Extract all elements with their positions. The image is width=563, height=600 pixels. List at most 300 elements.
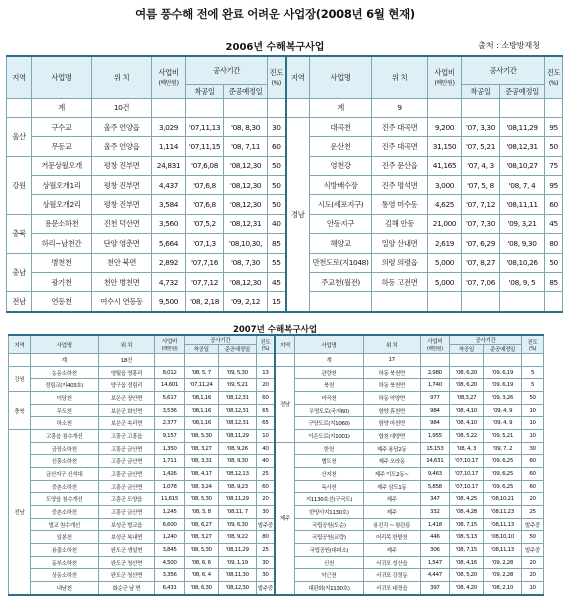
empty-cell bbox=[450, 354, 484, 367]
project-name: 운산천 bbox=[310, 137, 372, 156]
location: 어리목 한밭천 bbox=[363, 531, 420, 544]
end-date: '09, 2,28 bbox=[483, 569, 521, 582]
cost: 6,600 bbox=[155, 518, 184, 531]
cost: 2,892 bbox=[152, 253, 186, 272]
location: 고흥군 금산면 bbox=[98, 442, 155, 455]
project-name: 이은도로(지1001) bbox=[295, 430, 364, 443]
table-row bbox=[7, 234, 563, 253]
location: 고흥군 금산면 bbox=[98, 468, 155, 481]
project-name: 구수교 bbox=[32, 117, 92, 136]
project-name: 무동교 bbox=[32, 137, 92, 156]
progress: 발주중 bbox=[522, 544, 544, 557]
location: 서귀포 강정동 bbox=[363, 569, 420, 582]
header-region: 지역 bbox=[286, 56, 310, 98]
project-name: 독사천 bbox=[295, 480, 364, 493]
cost: 1,547 bbox=[420, 556, 449, 569]
progress: 30 bbox=[268, 117, 286, 136]
empty-cell bbox=[155, 354, 184, 367]
progress: 50 bbox=[545, 253, 563, 272]
location: 의령 의령읍 bbox=[372, 253, 428, 272]
project-name: 마곡천 bbox=[295, 392, 364, 405]
location: 제주 용담2동 bbox=[363, 442, 420, 455]
header-start: 착공일 bbox=[184, 345, 218, 354]
progress: 50 bbox=[268, 176, 286, 195]
source-note: 출처 : 소방방재청 bbox=[478, 41, 540, 50]
start-date: '08, 5, 7 bbox=[184, 366, 218, 379]
progress: 60 bbox=[268, 137, 286, 156]
project-name: 국립공원(대피소) bbox=[295, 544, 364, 557]
progress: 25 bbox=[256, 544, 275, 557]
header-location: 위 치 bbox=[363, 335, 420, 354]
empty-cell bbox=[256, 354, 275, 367]
location: 진천 덕산면 bbox=[92, 214, 152, 233]
project-name: 산지천 bbox=[295, 468, 364, 481]
empty-cell bbox=[152, 98, 186, 117]
end-date: '08,10,10 bbox=[483, 531, 521, 544]
start-date: '08, 6,27 bbox=[184, 518, 218, 531]
start-date: '08, 6, 6 bbox=[184, 556, 218, 569]
start-date: '08, 6,30 bbox=[184, 582, 218, 595]
end-date: '09, 6,19 bbox=[483, 366, 521, 379]
table-row bbox=[9, 366, 544, 379]
region-cell: 전남 bbox=[9, 430, 31, 595]
table-row bbox=[7, 137, 563, 156]
cost bbox=[428, 292, 462, 312]
cost: 1,955 bbox=[420, 430, 449, 443]
header-cost: 사업비 (백만원) bbox=[152, 56, 186, 98]
end-date: '08, 2,10 bbox=[483, 582, 521, 595]
end-date: '09, 1,19 bbox=[218, 556, 256, 569]
start-date: '08, 5,20 bbox=[450, 569, 484, 582]
start-date: '08, 2,18 bbox=[186, 292, 224, 312]
region-cell bbox=[275, 354, 295, 367]
table-row bbox=[7, 292, 563, 312]
table-row bbox=[7, 214, 563, 233]
end-date: '08,12,31 bbox=[218, 417, 256, 430]
end-date: '08,11,30 bbox=[218, 569, 256, 582]
header-name: 사업명 bbox=[32, 56, 92, 98]
start-date: '08, 4,20 bbox=[450, 582, 484, 595]
project-name: 식방배수장 bbox=[310, 176, 372, 195]
start-date: '08, 6,20 bbox=[450, 379, 484, 392]
progress: 25 bbox=[256, 468, 275, 481]
project-name: 이담천 bbox=[30, 392, 98, 405]
end-date: '08, 9,30 bbox=[218, 455, 256, 468]
start-date: '08, 6, 4 bbox=[184, 569, 218, 582]
table-row bbox=[7, 117, 563, 136]
progress: 40 bbox=[268, 214, 286, 233]
location: 제주 삼도1동 bbox=[363, 480, 420, 493]
start-date: '07, 8,27 bbox=[462, 253, 500, 272]
end-date: '09, 3,26 bbox=[483, 392, 521, 405]
project-name: 일봉천 bbox=[30, 531, 98, 544]
start-date: '07,1,3 bbox=[186, 234, 224, 253]
progress: 60 bbox=[545, 195, 563, 214]
end-date: '08,10,30, bbox=[224, 234, 268, 253]
progress: 10 bbox=[522, 417, 544, 430]
end-date: '08, 9,22 bbox=[218, 531, 256, 544]
location: 여수시 연등동 bbox=[92, 292, 152, 312]
start-date: '08,1,16 bbox=[184, 392, 218, 405]
cost: 1,245 bbox=[155, 506, 184, 519]
end-date: '08,11,13 bbox=[483, 544, 521, 557]
header-location: 위 치 bbox=[92, 56, 152, 98]
location: 평창 진부면 bbox=[92, 156, 152, 175]
project-name: 지1130호선(구국도) bbox=[295, 493, 364, 506]
project-name: 중촌소하천 bbox=[30, 480, 98, 493]
progress: 10 bbox=[522, 582, 544, 595]
end-date: '09, 4, 9 bbox=[483, 404, 521, 417]
start-date: '07, 7,12 bbox=[462, 195, 500, 214]
end-date: '09, 7, 2 bbox=[483, 442, 521, 455]
cost: 4,732 bbox=[152, 272, 186, 291]
location: 용진각 ~ 왕관릉 bbox=[363, 518, 420, 531]
empty-cell bbox=[545, 98, 563, 117]
header-end: 준공예정일 bbox=[483, 345, 521, 354]
end-date: '09, 6,19 bbox=[483, 379, 521, 392]
cost: 14,631 bbox=[420, 455, 449, 468]
header-progress: 진도 (%) bbox=[545, 56, 563, 98]
start-date: '08, 5,30 bbox=[184, 544, 218, 557]
end-date: '08,11,29 bbox=[218, 493, 256, 506]
project-name: 우명도로(국지60) bbox=[295, 404, 364, 417]
header-progress: 진도 (%) bbox=[256, 335, 275, 354]
location: 함양 휴천면 bbox=[363, 404, 420, 417]
project-name: 주교천(월전) bbox=[310, 272, 372, 291]
cost: 446 bbox=[420, 531, 449, 544]
summary-label: 계 bbox=[32, 98, 92, 117]
start-date: '07, 7,06 bbox=[462, 272, 500, 291]
location: 고흥군 도양읍 bbox=[98, 493, 155, 506]
cost: 4,447 bbox=[420, 569, 449, 582]
end-date: '08, 9,30 bbox=[500, 234, 545, 253]
table-2007 bbox=[8, 334, 544, 596]
region-cell bbox=[286, 98, 310, 117]
cost: 5,000 bbox=[428, 272, 462, 291]
end-date bbox=[500, 292, 545, 312]
summary-count: 10건 bbox=[92, 98, 152, 117]
progress: 50 bbox=[522, 531, 544, 544]
location: 완도군 청산면 bbox=[98, 569, 155, 582]
summary-row bbox=[7, 98, 563, 117]
progress: 20 bbox=[256, 493, 275, 506]
cost: 24,831 bbox=[152, 156, 186, 175]
project-name: 신천 bbox=[295, 556, 364, 569]
header-start: 착공일 bbox=[462, 84, 500, 98]
end-date: '08,12,30 bbox=[218, 582, 256, 595]
cost: 5,858 bbox=[420, 480, 449, 493]
project-name: 하리~남천간 bbox=[32, 234, 92, 253]
start-date: '08, 7,15 bbox=[450, 544, 484, 557]
project-name: 연등천 bbox=[32, 292, 92, 312]
location: 밀양 산내면 bbox=[372, 234, 428, 253]
cost: 397 bbox=[420, 582, 449, 595]
location: 서귀포 대정읍 bbox=[363, 582, 420, 595]
cost: 1,078 bbox=[155, 480, 184, 493]
start-date: '08, 4,17 bbox=[184, 468, 218, 481]
location: 평창 진부면 bbox=[92, 176, 152, 195]
location: 하동 북천면 bbox=[363, 379, 420, 392]
cost: 2,619 bbox=[428, 234, 462, 253]
location: 완도군 생일면 bbox=[98, 544, 155, 557]
project-name: 상월오개2리 bbox=[32, 195, 92, 214]
region-cell bbox=[9, 354, 31, 367]
header-end: 준공예정일 bbox=[500, 84, 545, 98]
project-name: 악근천 bbox=[295, 569, 364, 582]
location: 함양 마천면 bbox=[363, 417, 420, 430]
table-row bbox=[7, 156, 563, 175]
project-name: 용문소하천 bbox=[32, 214, 92, 233]
progress: 75 bbox=[545, 156, 563, 175]
table2-container bbox=[8, 334, 544, 596]
progress: 40 bbox=[256, 442, 275, 455]
end-date: '08, 7,30 bbox=[224, 253, 268, 272]
region-cell: 강원 bbox=[7, 156, 32, 214]
progress: 5 bbox=[522, 366, 544, 379]
progress bbox=[545, 292, 563, 312]
table-row bbox=[7, 272, 563, 291]
location: 고흥군 금산면 bbox=[98, 455, 155, 468]
progress: 85 bbox=[545, 272, 563, 291]
progress: 60 bbox=[522, 455, 544, 468]
table-row bbox=[7, 253, 563, 272]
location: 김해 안동 bbox=[372, 214, 428, 233]
header-progress: 진도 (%) bbox=[522, 335, 544, 354]
start-date: '07, 7,30 bbox=[462, 214, 500, 233]
summary-count: 9 bbox=[372, 98, 428, 117]
cost: 3,029 bbox=[152, 117, 186, 136]
empty-cell bbox=[522, 354, 544, 367]
cost: 2,980 bbox=[420, 366, 449, 379]
empty-cell bbox=[218, 354, 256, 367]
location: 양구읍 정림리 bbox=[98, 379, 155, 392]
start-date: '08, 3, 8 bbox=[184, 506, 218, 519]
region-cell: 울산 bbox=[7, 117, 32, 156]
progress: 20 bbox=[522, 569, 544, 582]
project-name: 국립공원(도순) bbox=[295, 518, 364, 531]
start-date: '08, 7,15 bbox=[450, 518, 484, 531]
progress: 13 bbox=[256, 366, 275, 379]
location: 서귀포 성산읍 bbox=[363, 556, 420, 569]
cost: 6,431 bbox=[155, 582, 184, 595]
location: 고흥군 금산면 bbox=[98, 506, 155, 519]
location: 합천 대양면 bbox=[363, 430, 420, 443]
cost: 984 bbox=[420, 417, 449, 430]
progress: 95 bbox=[545, 176, 563, 195]
progress: 20 bbox=[522, 556, 544, 569]
end-date: '08,11,29 bbox=[218, 430, 256, 443]
location: 진주 대곡면 bbox=[372, 137, 428, 156]
location: 제주 bbox=[363, 544, 420, 557]
project-name: 도양읍 침수개선 bbox=[30, 493, 98, 506]
progress: 10 bbox=[522, 430, 544, 443]
start-date: '07, 3,30 bbox=[462, 117, 500, 136]
cost: 5,617 bbox=[155, 392, 184, 405]
end-date: '08,12,13 bbox=[218, 468, 256, 481]
empty-cell bbox=[186, 98, 224, 117]
start-date: '08, 3,31 bbox=[184, 455, 218, 468]
table1-container bbox=[6, 55, 561, 313]
progress: 85 bbox=[268, 234, 286, 253]
end-date: '09, 3,21 bbox=[500, 214, 545, 233]
region-cell: 충북 bbox=[7, 214, 32, 253]
header-end: 준공예정일 bbox=[224, 84, 268, 98]
header-cost: 사업비 (백만원) bbox=[428, 56, 462, 98]
project-name: 금산지구 신석대 bbox=[30, 468, 98, 481]
project-name: 고흥읍 침수개선 bbox=[30, 430, 98, 443]
location: 하동 악양면 bbox=[363, 392, 420, 405]
project-name: 용출소하천 bbox=[30, 544, 98, 557]
header-end: 준공예정일 bbox=[218, 345, 256, 354]
region-cell: 제주 bbox=[275, 442, 295, 595]
location: 영월읍 영흥리 bbox=[98, 366, 155, 379]
region-cell: 경남 bbox=[275, 366, 295, 442]
start-date: '08, 5,30 bbox=[184, 493, 218, 506]
project-name: 농동소하천 bbox=[30, 366, 98, 379]
start-date: '08,1,16 bbox=[184, 404, 218, 417]
start-date: '08, 4,25 bbox=[450, 493, 484, 506]
progress: 발주중 bbox=[522, 518, 544, 531]
start-date: '08, 6,20 bbox=[450, 366, 484, 379]
start-date: '08, 4,10 bbox=[450, 417, 484, 430]
header-region: 지역 bbox=[7, 56, 32, 98]
project-name: 정림교(지403호) bbox=[30, 379, 98, 392]
progress: 10 bbox=[256, 430, 275, 443]
summary-label: 계 bbox=[30, 354, 98, 367]
location: 단양 영춘면 bbox=[92, 234, 152, 253]
end-date: '08,12,30 bbox=[224, 156, 268, 175]
location bbox=[372, 292, 428, 312]
location: 천안 병천면 bbox=[92, 272, 152, 291]
progress: 20 bbox=[256, 379, 275, 392]
start-date: '08, 3,24 bbox=[184, 480, 218, 493]
progress: 60 bbox=[522, 480, 544, 493]
progress: 5 bbox=[522, 379, 544, 392]
summary-count: 18건 bbox=[98, 354, 155, 367]
project-name: 구양도로(지1060) bbox=[295, 417, 364, 430]
end-date: '09, 5,30 bbox=[218, 366, 256, 379]
end-date: '08,12,31 bbox=[218, 392, 256, 405]
cost: 31,150 bbox=[428, 137, 462, 156]
progress: 10 bbox=[522, 404, 544, 417]
empty-cell bbox=[224, 98, 268, 117]
cost: 15,153 bbox=[420, 442, 449, 455]
location: 완도군 청산면 bbox=[98, 556, 155, 569]
header-start: 착공일 bbox=[450, 345, 484, 354]
header-name: 사업명 bbox=[295, 335, 364, 354]
table2-title: 2007년 수해복구사업 bbox=[232, 325, 318, 335]
cost: 5,664 bbox=[152, 234, 186, 253]
cost: 2,377 bbox=[155, 417, 184, 430]
progress: 65 bbox=[256, 417, 275, 430]
header-start: 착공일 bbox=[186, 84, 224, 98]
start-date: '07, 5,21 bbox=[462, 137, 500, 156]
start-date: '07,11,15 bbox=[186, 137, 224, 156]
start-date: '07,10,17 bbox=[450, 480, 484, 493]
start-date: '08, 4,10 bbox=[450, 404, 484, 417]
location: 진주 대곡면 bbox=[372, 117, 428, 136]
progress: 45 bbox=[545, 214, 563, 233]
start-date: '07,11,13 bbox=[186, 117, 224, 136]
progress: 95 bbox=[545, 117, 563, 136]
end-date: '08,11,29 bbox=[500, 117, 545, 136]
cost: 1,426 bbox=[155, 468, 184, 481]
cost: 9,500 bbox=[152, 292, 186, 312]
header-cost: 사업비 (백만원) bbox=[155, 335, 184, 354]
cost: 3,584 bbox=[152, 195, 186, 214]
start-date: '08, 3,27 bbox=[184, 442, 218, 455]
project-name: 한천 bbox=[295, 442, 364, 455]
cost: 41,165 bbox=[428, 156, 462, 175]
header-period: 공사기간 bbox=[450, 335, 522, 345]
progress: 80 bbox=[545, 234, 563, 253]
progress: 80 bbox=[256, 531, 275, 544]
start-date: '07, 6,29 bbox=[462, 234, 500, 253]
end-date: '09, 6,25 bbox=[483, 468, 521, 481]
location: 제주 오라동 bbox=[363, 455, 420, 468]
start-date: '08, 5,22 bbox=[450, 430, 484, 443]
start-date: '07,10,17 bbox=[450, 468, 484, 481]
cost: 4,625 bbox=[428, 195, 462, 214]
project-name: 금장소하천 bbox=[30, 442, 98, 455]
cost: 3,845 bbox=[155, 544, 184, 557]
cost: 306 bbox=[420, 544, 449, 557]
progress: 30 bbox=[522, 442, 544, 455]
region-cell: 경남 bbox=[286, 117, 310, 312]
end-date: '08, 7, 4 bbox=[500, 176, 545, 195]
table-row bbox=[9, 442, 544, 455]
end-date: '08, 9,26 bbox=[218, 442, 256, 455]
project-name: 동부소하천 bbox=[30, 556, 98, 569]
progress: 50 bbox=[545, 137, 563, 156]
location: 제주 bbox=[363, 493, 420, 506]
cost: 984 bbox=[420, 404, 449, 417]
cost: 9,463 bbox=[420, 468, 449, 481]
summary-row bbox=[9, 354, 544, 367]
summary-count: 17 bbox=[363, 354, 420, 367]
cost: 3,560 bbox=[152, 214, 186, 233]
location: 통영 미수동 bbox=[372, 195, 428, 214]
progress: 15 bbox=[268, 292, 286, 312]
progress: 30 bbox=[256, 506, 275, 519]
project-name: 무도천 bbox=[30, 404, 98, 417]
cost: 1,350 bbox=[155, 442, 184, 455]
project-name: 신흥소하천 bbox=[30, 455, 98, 468]
empty-cell bbox=[500, 98, 545, 117]
project-name: 한양사지1130호) bbox=[295, 506, 364, 519]
start-date: '08, 3,27 bbox=[184, 531, 218, 544]
end-date: '08, 7,11 bbox=[224, 137, 268, 156]
header-region: 지역 bbox=[275, 335, 295, 354]
project-name: 만천도로(지1048) bbox=[310, 253, 372, 272]
project-name bbox=[310, 292, 372, 312]
location: 보은군 속리면 bbox=[98, 417, 155, 430]
start-date: '07, 4, 3 bbox=[462, 156, 500, 175]
location: 천안 북면 bbox=[92, 253, 152, 272]
end-date: '08,11,29 bbox=[218, 544, 256, 557]
header-period: 공사기간 bbox=[184, 335, 256, 345]
project-name: 관량천 bbox=[295, 366, 364, 379]
project-name: 중촌소하천 bbox=[30, 506, 98, 519]
cost: 1,240 bbox=[155, 531, 184, 544]
cost: 3,356 bbox=[155, 569, 184, 582]
end-date: '08,12,30 bbox=[224, 176, 268, 195]
cost: 977 bbox=[420, 392, 449, 405]
end-date: '09, 2,12 bbox=[224, 292, 268, 312]
start-date: '07,6,8 bbox=[186, 195, 224, 214]
project-name: 상월오개1리 bbox=[32, 176, 92, 195]
end-date: '08,12,30 bbox=[224, 195, 268, 214]
